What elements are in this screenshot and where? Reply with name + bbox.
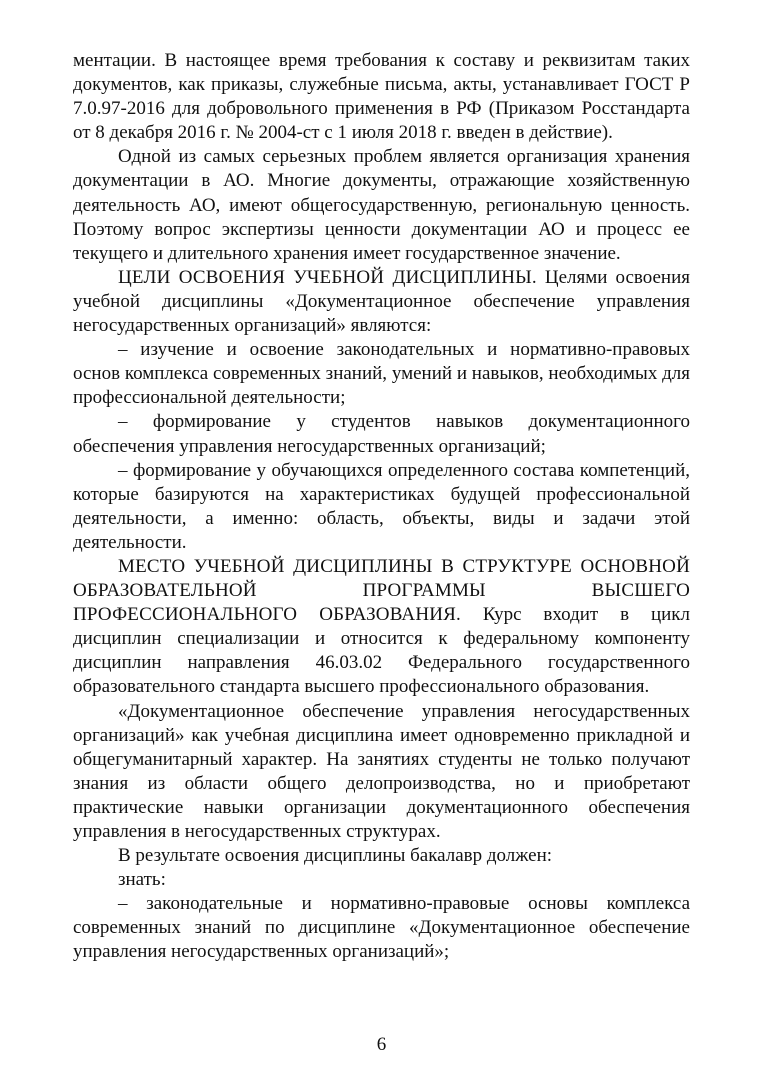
- paragraph-storage-problem: Одной из самых серьезных проблем является организация хранения документации в АО. Многие документы, отражающие хозяйственную деятельность АО, имеют общегосударственную, региональную ценность. Поэтому вопрос экспертизы ценности документации АО и процесс ее текущего и длительного хранения имеет государственное значение.: [73, 146, 690, 264]
- section-heading-goals: ЦЕЛИ ОСВОЕНИЯ УЧЕБНОЙ ДИСЦИПЛИНЫ.: [118, 266, 537, 288]
- paragraph-continuation: ментации. В настоящее время требования к составу и реквизитам таких документов, как приказы, служебные письма, акты, устанавливает ГОСТ Р 7.0.97-2016 для добровольного применения в РФ (Приказом Росстандарта от 8 декабря 2016 г. № 2004-ст с 1 июля 2018 г. введен в действие).: [73, 50, 690, 144]
- list-item-know-1: – законодательные и нормативно-правовые основы комплекса современных знаний по дисциплине «Документационное обеспечение управления негосударственных организаций»;: [73, 893, 690, 963]
- section-heading-place: МЕСТО УЧЕБНОЙ ДИСЦИПЛИНЫ В СТРУКТУРЕ ОСНОВНОЙ ОБРАЗОВАТЕЛЬНОЙ ПРОГРАММЫ ВЫСШЕГО ПРОФЕССИОНАЛЬНОГО ОБРАЗОВАНИЯ.: [73, 555, 690, 626]
- paragraph-course-goals: [73, 266, 690, 338]
- list-item-goal-2: – формирование у студентов навыков документационного обеспечения управления негосударственных организаций;: [73, 411, 690, 457]
- paragraph-learning-outcomes: В результате освоения дисциплины бакалавр должен:: [118, 845, 553, 867]
- paragraph-discipline-character: «Документационное обеспечение управления негосударственных организаций» как учебная дисциплина имеет одновременно прикладной и общегуманитарный характер. На занятиях студенты не только получают знания из области общего делопроизводства, но и приобретают практические навыки организации документационного обеспечения управления в негосударственных структурах.: [73, 700, 690, 842]
- paragraph-know-label: знать:: [118, 869, 166, 891]
- paragraph-course-goals-text: Целями освоения учебной дисциплины «Документационное обеспечение управления негосударственных организаций» являются:: [73, 266, 691, 337]
- page-body: [73, 49, 690, 965]
- list-item-goal-3: – формирование у обучающихся определенного состава компетенций, которые базируются на характеристиках будущей профессиональной деятельности, а именно: область, объекты, виды и задачи этой деятельности.: [73, 459, 690, 553]
- page-number: 6: [376, 1034, 387, 1055]
- paragraph-discipline-place-text: Курс входит в цикл дисциплин специализации и относится к федеральному компоненту дисциплин направления 46.03.02 Федерального государственного образовательного стандарта высшего профессионального образования.: [73, 604, 690, 698]
- paragraph-discipline-place: [73, 555, 690, 700]
- list-item-goal-1: – изучение и освоение законодательных и нормативно-правовых основ комплекса современных знаний, умений и навыков, необходимых для профессиональной деятельности;: [73, 339, 690, 409]
